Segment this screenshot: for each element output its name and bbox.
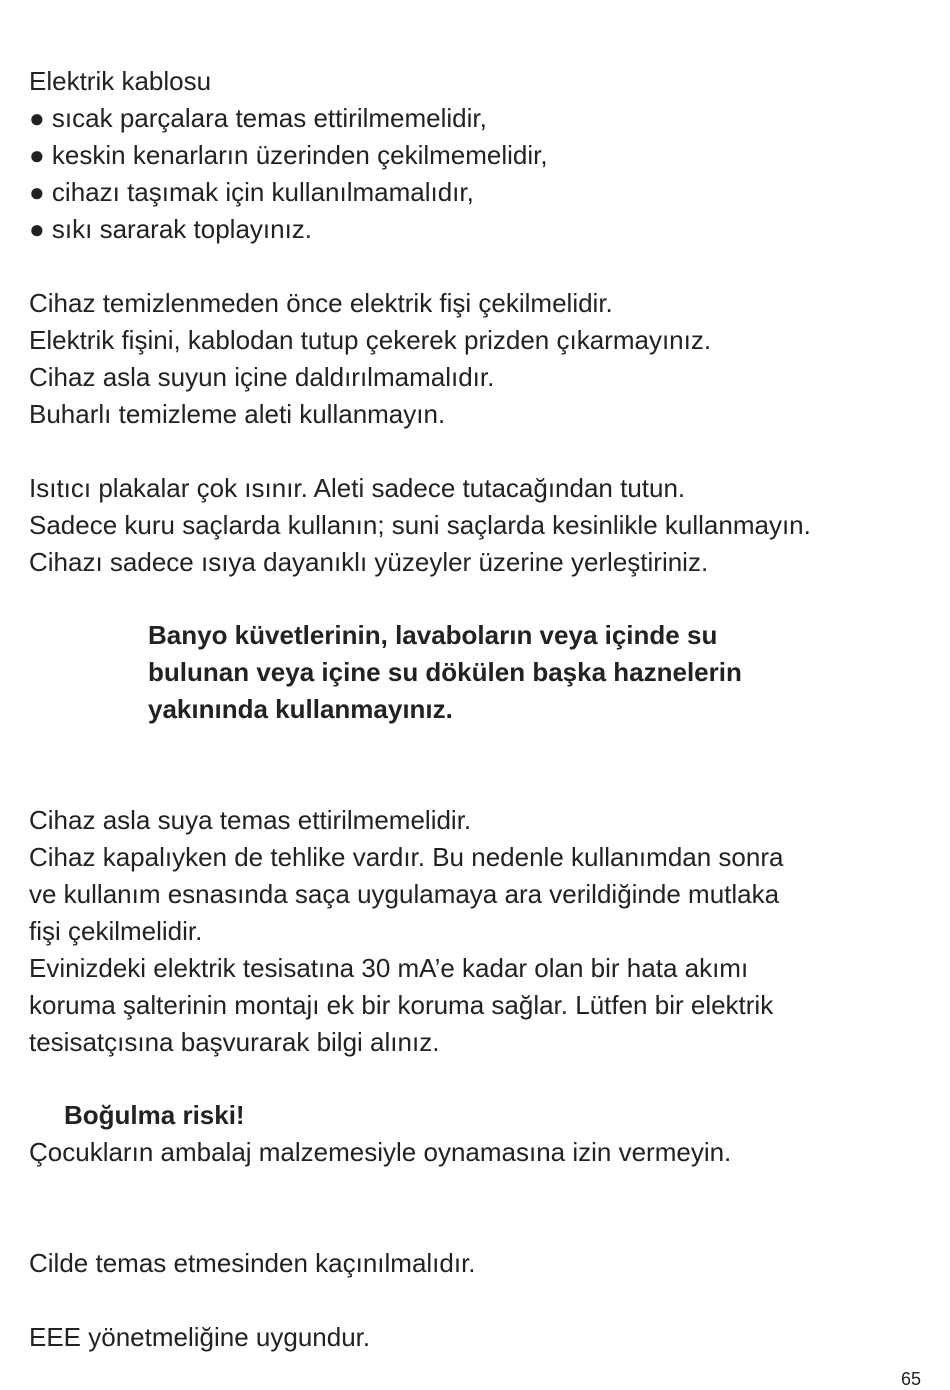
suffocation-text: Çocukların ambalaj malzemesiyle oynamasına izin vermeyin. <box>29 1137 732 1167</box>
skin-warning: Cilde temas etmesinden kaçınılmalıdır. <box>29 1248 476 1278</box>
cord-bullet: ● cihazı taşımak için kullanılmamalıdır, <box>29 177 474 207</box>
cord-bullet: ● sıcak parçalara temas ettirilmemelidir, <box>29 103 487 133</box>
bath-warning: Banyo küvetlerinin, lavaboların veya içinde su <box>148 620 718 650</box>
water-text: koruma şalterinin montajı ek bir koruma sağlar. Lütfen bir elektrik <box>29 990 774 1020</box>
bath-warning: bulunan veya içine su dökülen başka haznelerin <box>148 657 742 687</box>
water-text: ve kullanım esnasında saça uygulamaya ara verildiğinde mutlaka <box>29 879 780 909</box>
cleaning-text: Cihaz temizlenmeden önce elektrik fişi çekilmelidir. <box>29 288 613 318</box>
water-text: fişi çekilmelidir. <box>29 916 203 946</box>
heat-text: Cihazı sadece ısıya dayanıklı yüzeyler üzerine yerleştiriniz. <box>29 547 709 577</box>
bath-warning: yakınında kullanmayınız. <box>148 694 453 724</box>
heat-text: Sadece kuru saçlarda kullanın; suni saçlarda kesinlikle kullanmayın. <box>29 510 811 540</box>
eee-compliance: EEE yönetmeliğine uygundur. <box>29 1322 371 1352</box>
cord-bullet: ● keskin kenarların üzerinden çekilmemelidir, <box>29 140 548 170</box>
cord-heading: Elektrik kablosu <box>29 66 212 96</box>
cleaning-text: Cihaz asla suyun içine daldırılmamalıdır. <box>29 362 495 392</box>
suffocation-heading: Boğulma riski! <box>64 1100 245 1130</box>
page-number: 65 <box>900 1369 921 1389</box>
heat-text: Isıtıcı plakalar çok ısınır. Aleti sadece tutacağından tutun. <box>29 473 686 503</box>
water-text: tesisatçısına başvurarak bilgi alınız. <box>29 1027 440 1057</box>
water-text: Evinizdeki elektrik tesisatına 30 mA’e kadar olan bir hata akımı <box>29 953 749 983</box>
water-text: Cihaz kapalıyken de tehlike vardır. Bu nedenle kullanımdan sonra <box>29 842 784 872</box>
water-text: Cihaz asla suya temas ettirilmemelidir. <box>29 805 472 835</box>
cord-bullet: ● sıkı sararak toplayınız. <box>29 214 313 244</box>
cleaning-text: Elektrik fişini, kablodan tutup çekerek prizden çıkarmayınız. <box>29 325 712 355</box>
cleaning-text: Buharlı temizleme aleti kullanmayın. <box>29 399 446 429</box>
